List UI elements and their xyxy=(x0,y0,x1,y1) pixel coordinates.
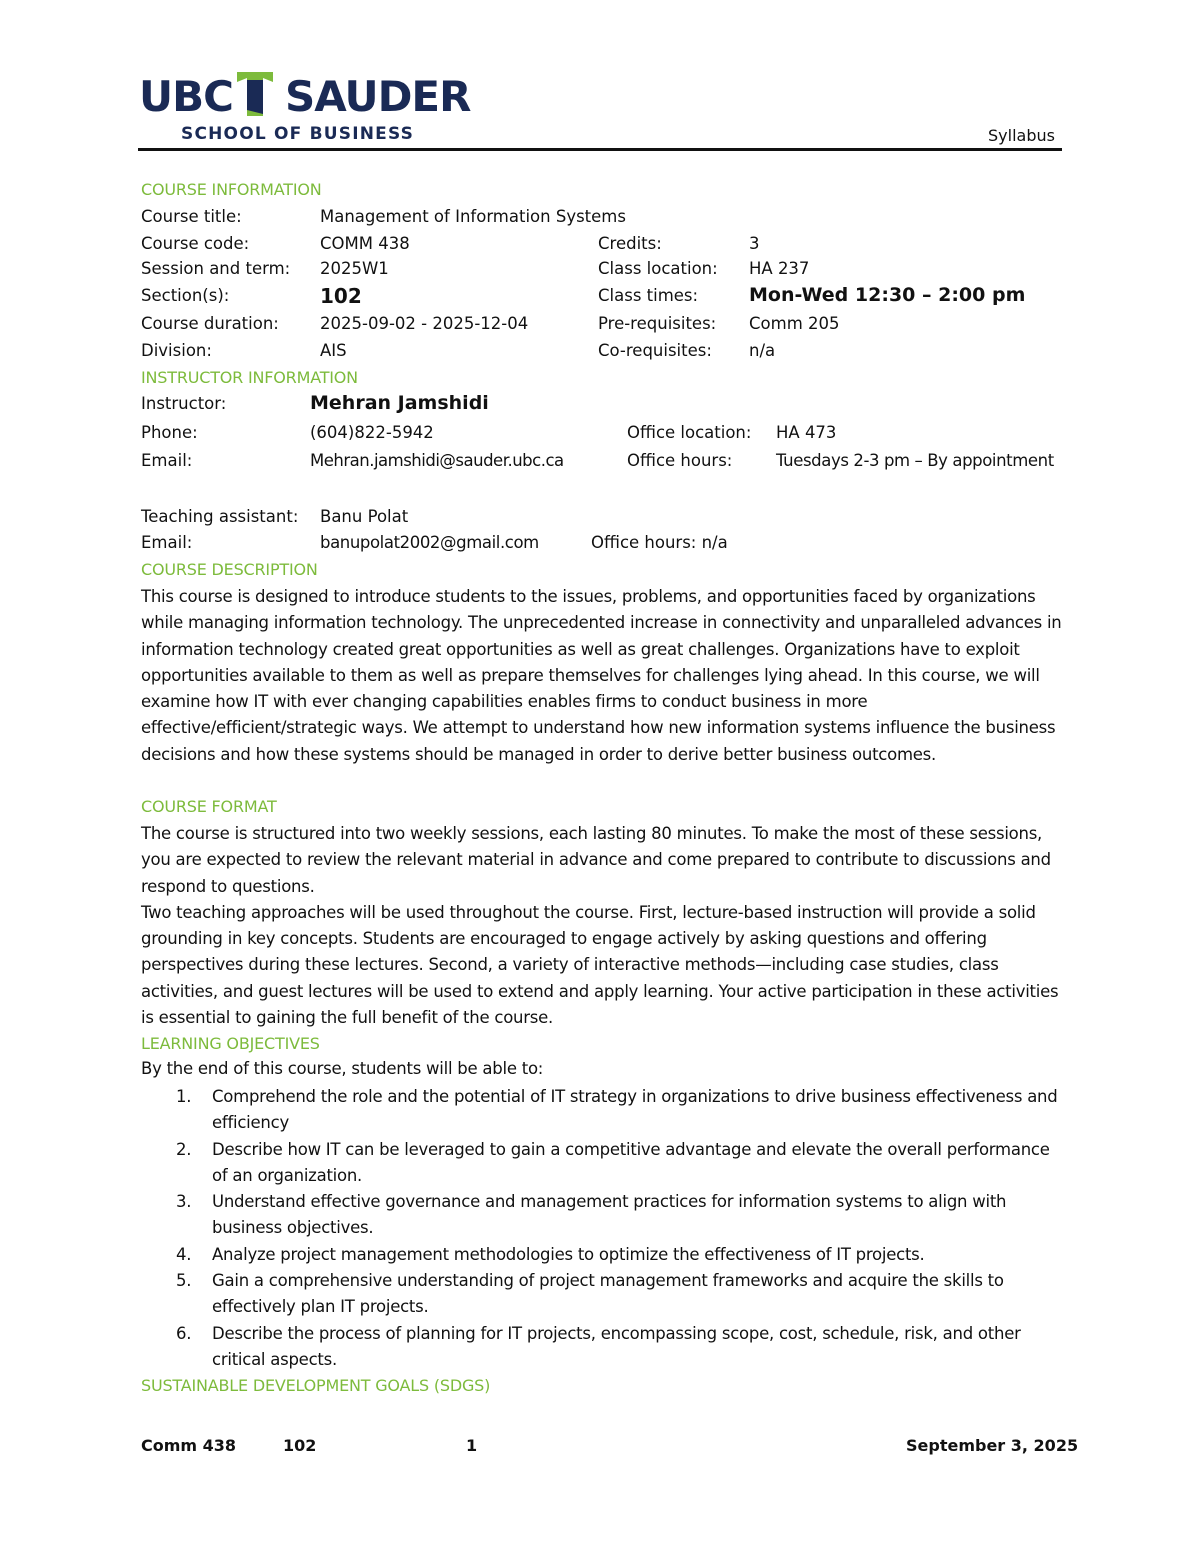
coreq-label: Co-requisites: xyxy=(598,341,712,360)
ta-name: Banu Polat xyxy=(320,507,409,526)
course-code-value: COMM 438 xyxy=(320,234,410,253)
list-item xyxy=(141,1268,1061,1321)
session-label: Session and term: xyxy=(141,259,291,278)
course-title-value: Management of Information Systems xyxy=(320,207,626,226)
credits-value: 3 xyxy=(749,234,760,253)
logo-ubc: UBC xyxy=(139,72,233,121)
list-item-text: Describe the process of planning for IT projects, encompassing scope, cost, schedule, risk, and other critical aspects. xyxy=(212,1323,1021,1369)
instructor-email-link[interactable]: Mehran.jamshidi@sauder.ubc.ca xyxy=(310,451,564,470)
class-times-value: Mon-Wed 12:30 – 2:00 pm xyxy=(749,284,1026,306)
ta-email-link[interactable]: banupolat2002@gmail.com xyxy=(320,533,539,552)
list-item-text: Analyze project management methodologies to optimize the effectiveness of IT projects. xyxy=(212,1244,925,1264)
list-number: 1. xyxy=(176,1087,192,1106)
logo-subtitle: SCHOOL OF BUSINESS xyxy=(181,124,415,144)
list-number: 4. xyxy=(176,1244,192,1264)
office-hours-value: Tuesdays 2-3 pm – By appointment xyxy=(776,451,1054,470)
section-heading-sdg: SUSTAINABLE DEVELOPMENT GOALS (SDGS) xyxy=(141,1376,491,1395)
list-item-text: Gain a comprehensive understanding of project management frameworks and acquire the skills to effectively plan IT projects. xyxy=(212,1271,1004,1317)
ta-label: Teaching assistant: xyxy=(141,507,299,526)
coreq-value: n/a xyxy=(749,341,776,360)
session-value: 2025W1 xyxy=(320,259,389,278)
ta-office-hours: Office hours: n/a xyxy=(591,533,728,552)
list-number: 2. xyxy=(176,1139,192,1159)
course-code-label: Course code: xyxy=(141,234,250,253)
doc-type: Syllabus xyxy=(988,126,1055,145)
class-times-label: Class times: xyxy=(598,286,699,305)
objectives-list xyxy=(141,1084,1061,1373)
course-description-text: This course is designed to introduce students to the issues, problems, and opportunities faced by organizations while managing information technology. The unprecedented increase in connectivity and unparalleled advances in information technology created great opportunities as well as great challenges. Organizations have to exploit opportunities available to them as well as prepare themselves for challenges lying ahead. In this course, we will examine how IT with ever changing capabilities enables firms to conduct business in more effective/efficient/strategic ways. We attempt to understand how new information systems influence the business decisions and how these systems should be managed in order to derive better business outcomes. xyxy=(141,587,1062,764)
office-hours-label: Office hours: xyxy=(627,451,733,470)
class-location-label: Class location: xyxy=(598,259,718,278)
list-item xyxy=(141,1084,1061,1137)
list-item xyxy=(141,1242,1061,1268)
duration-label: Course duration: xyxy=(141,314,279,333)
course-format-text xyxy=(141,821,1071,1031)
division-label: Division: xyxy=(141,341,212,360)
list-number: 5. xyxy=(176,1271,192,1291)
section-value: 102 xyxy=(320,284,362,308)
list-number: 3. xyxy=(176,1192,192,1212)
format-paragraph-2: Two teaching approaches will be used throughout the course. First, lecture-based instruction will provide a solid grounding in key concepts. Students are encouraged to engage actively by asking questions and offering perspectives during these lectures. Second, a variety of interactive methods—including case studies, class activities, and guest lectures will be used to extend and apply learning. Your active participation in these activities is essential to gaining the full benefit of the course. xyxy=(141,902,1059,1028)
office-location-label: Office location: xyxy=(627,423,752,442)
ta-email-label: Email: xyxy=(141,533,193,552)
list-number: 6. xyxy=(176,1323,192,1343)
email-label: Email: xyxy=(141,451,193,470)
format-paragraph-1: The course is structured into two weekly sessions, each lasting 80 minutes. To make the most of these sessions, you are expected to review the relevant material in advance and come prepared to contribute to discussions and respond to questions. xyxy=(141,824,1051,896)
credits-label: Credits: xyxy=(598,234,662,253)
duration-value: 2025-09-02 - 2025-12-04 xyxy=(320,314,529,333)
footer-date: September 3, 2025 xyxy=(906,1436,1079,1455)
footer-page-number: 1 xyxy=(466,1436,478,1455)
sauder-logo-mark-icon xyxy=(233,70,277,118)
footer-section: 102 xyxy=(283,1436,317,1455)
course-title-label: Course title: xyxy=(141,207,242,226)
section-heading-course-info: COURSE INFORMATION xyxy=(141,180,322,199)
header-divider xyxy=(138,148,1062,151)
division-value: AIS xyxy=(320,341,347,360)
list-item-text: Understand effective governance and management practices for information systems to align with business objectives. xyxy=(212,1192,1007,1238)
list-item xyxy=(141,1137,1061,1190)
footer-course: Comm 438 xyxy=(141,1436,237,1455)
list-item xyxy=(141,1189,1061,1242)
section-heading-description: COURSE DESCRIPTION xyxy=(141,560,318,579)
section-heading-format: COURSE FORMAT xyxy=(141,797,277,816)
list-item xyxy=(141,1321,1061,1374)
logo-sauder: SAUDER xyxy=(285,72,471,121)
office-location-value: HA 473 xyxy=(776,423,837,442)
section-heading-objectives: LEARNING OBJECTIVES xyxy=(141,1034,320,1053)
prereq-label: Pre-requisites: xyxy=(598,314,717,333)
section-heading-instructor-info: INSTRUCTOR INFORMATION xyxy=(141,368,358,387)
instructor-name: Mehran Jamshidi xyxy=(310,392,489,414)
objectives-intro: By the end of this course, students will be able to: xyxy=(141,1059,544,1078)
list-item-text: Comprehend the role and the potential of IT strategy in organizations to drive business effectiveness and efficiency xyxy=(212,1087,1058,1133)
phone-value: (604)822-5942 xyxy=(310,423,434,442)
class-location-value: HA 237 xyxy=(749,259,810,278)
section-label: Section(s): xyxy=(141,286,230,305)
prereq-value: Comm 205 xyxy=(749,314,840,333)
phone-label: Phone: xyxy=(141,423,198,442)
list-item-text: Describe how IT can be leveraged to gain a competitive advantage and elevate the overall performance of an organization. xyxy=(212,1139,1050,1185)
instructor-label: Instructor: xyxy=(141,394,227,413)
